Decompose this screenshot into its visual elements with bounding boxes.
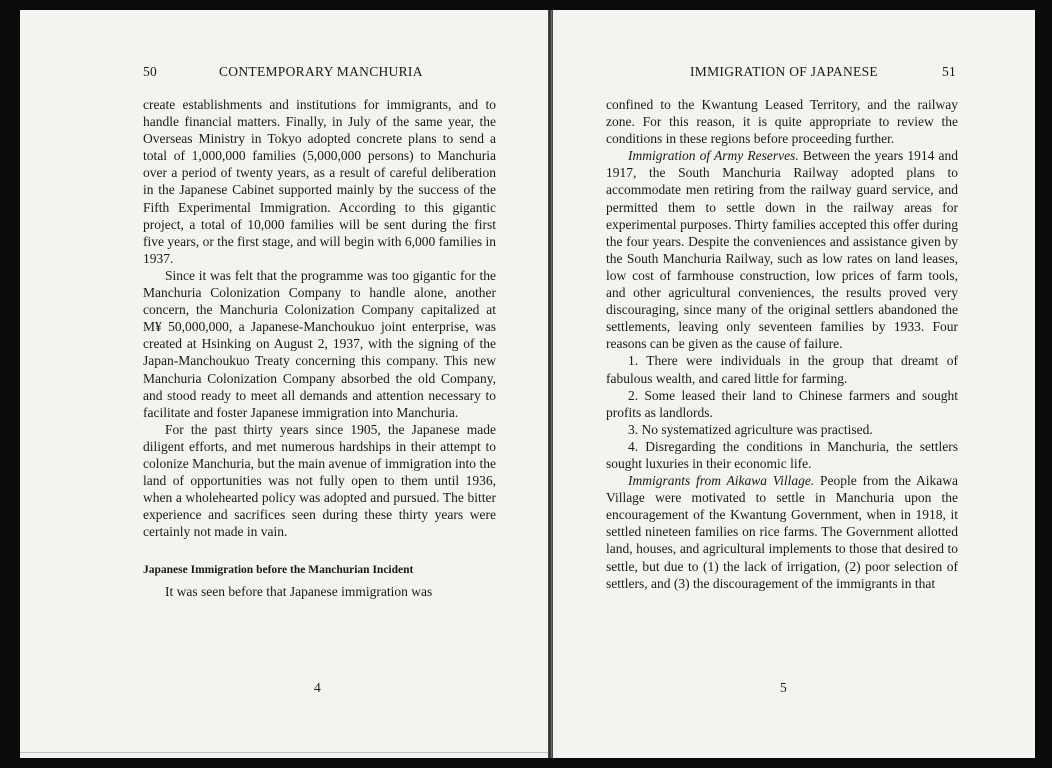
left-page-number: 50 <box>143 64 158 79</box>
left-paragraph-4: It was seen before that Japanese immigration was <box>165 583 433 599</box>
right-paragraph-2 <box>606 147 958 352</box>
section-subheading: Japanese Immigration before the Manchurian Incident <box>143 564 414 577</box>
list-item-4: 4. Disregarding the conditions in Manchuria, the settlers sought luxuries in their economic life. <box>606 438 958 471</box>
right-footer-number: 5 <box>780 680 787 695</box>
left-paragraph-2: Since it was felt that the programme was too gigantic for the Manchuria Colonization Company to handle alone, another concern, the Manchuria Colonization Company capitalized at M¥ 50,000,000, a Japanese-Manchoukuo joint enterprise, was created at Hsinking on August 2, 1937, with the signing of the Japan-Manchoukuo Treaty concerning this company. This new Manchuria Colonization Company absorbed the old Company, and stood ready to meet all demands and attention necessary to facilitate and foster Japanese immigration into Manchuria. <box>143 267 496 420</box>
left-paragraph-1: create establishments and institutions for immigrants, and to handle financial matters. Finally, in July of the same year, the Overseas Ministry in Tokyo adopted concrete plans to send a total of 1,000,000 families (5,000,000 persons) to Manchuria over a period of twenty years, as a result of careful deliberation in the Japanese Cabinet supported mainly by the success of the Fifth Experimental Immigration. According to this gigantic project, a total of 10,000 families will be sent during the first five years, or the first stage, and will begin with 6,000 families in 1937. <box>143 97 496 266</box>
right-page-body <box>606 96 958 592</box>
right-page-number: 51 <box>942 64 957 79</box>
right-running-head: IMMIGRATION OF JAPANESE <box>690 64 878 79</box>
left-running-head: CONTEMPORARY MANCHURIA <box>219 64 423 79</box>
page-edge <box>20 752 548 753</box>
list-item-2: 2. Some leased their land to Chinese farmers and sought profits as landlords. <box>606 387 958 420</box>
right-paragraph-3 <box>606 472 958 592</box>
left-paragraph-3: For the past thirty years since 1905, the Japanese made diligent efforts, and met numerous hardships in their attempt to colonize Manchuria, but the main avenue of immigration into the land of opportunities was not fully open to them until 1936, when a wholehearted policy was adopted and pursued. The bitter experience and sacrifices seen during these thirty years were certainly not made in vain. <box>143 421 496 540</box>
list-item-3: 3. No systematized agriculture was practised. <box>628 421 873 437</box>
army-reserves-heading: Immigration of Army Reserves. <box>628 148 799 164</box>
right-paragraph-1: confined to the Kwantung Leased Territory, and the railway zone. For this reason, it is quite appropriate to review the conditions in these regions before proceeding further. <box>606 97 958 147</box>
army-reserves-text: Between the years 1914 and 1917, the South Manchuria Railway adopted plans to accommodate men retiring from the railway guard service, and permitted them to settle down in the railway areas for experimental purposes. Thirty families accepted this offer during the four years. Despite the conveniences and assistance given by the South Manchuria Railway, such as low rates on land leases, low cost of farmhouse construction, low prices of farm tools, and other agricultural conveniences, the results proved very discouraging, since many of the original settlers abandoned the settlements, leaving only seventeen families by 1933. Four reasons can be given as the cause of failure. <box>606 148 958 352</box>
left-footer-number: 4 <box>314 680 321 695</box>
list-item-1: 1. There were individuals in the group that dreamt of fabulous wealth, and cared little for farming. <box>606 353 958 386</box>
aikawa-text: People from the Aikawa Village were motivated to settle in Manchuria upon the encouragement of the Kwantung Government, when in 1918, it settled nineteen families on rice farms. The Government allotted land, houses, and agricultural implements to those that desired to settle, but due to (1) the lack of irrigation, (2) poor selection of settlers, and (3) the discouragement of the immigrants in that <box>606 473 958 591</box>
aikawa-heading: Immigrants from Aikawa Village. <box>628 473 815 489</box>
left-page-body <box>143 96 496 600</box>
